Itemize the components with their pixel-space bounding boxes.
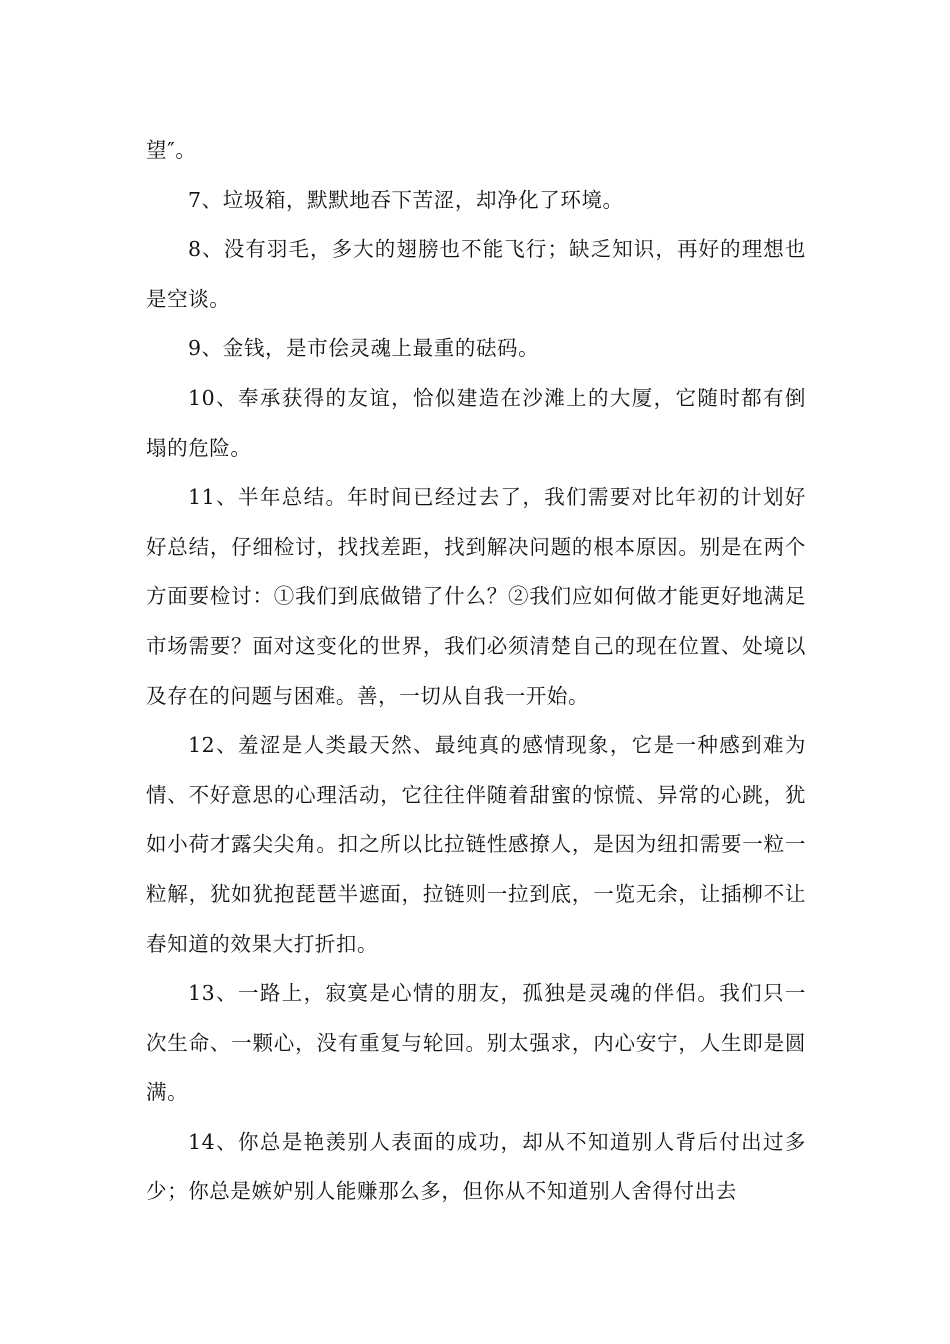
paragraph-14: 14、你总是艳羡别人表面的成功，却从不知道别人背后付出过多少；你总是嫉妒别人能赚那么多，但你从不知道别人舍得付出去 — [146, 1129, 806, 1204]
document-body — [146, 126, 806, 1217]
paragraph-11: 11、半年总结。年时间已经过去了，我们需要对比年初的计划好好总结，仔细检讨，找找差距，找到解决问题的根本原因。别是在两个方面要检讨：①我们到底做错了什么？②我们应如何做才能更好地满足市场需要？面对这变化的世界，我们必须清楚自己的现在位置、处境以及存在的问题与困难。善，一切从自我一开始。 — [146, 485, 806, 708]
paragraph-13: 13、一路上，寂寞是心情的朋友，孤独是灵魂的伴侣。我们只一次生命、一颗心，没有重复与轮回。别太强求，内心安宁，人生即是圆满。 — [146, 981, 806, 1105]
paragraph-continuation: 望″。 — [146, 138, 197, 162]
paragraph-12: 12、羞涩是人类最天然、最纯真的感情现象，它是一种感到难为情、不好意思的心理活动，它往往伴随着甜蜜的惊慌、异常的心跳，犹如小荷才露尖尖角。扣之所以比拉链性感撩人，是因为纽扣需要一粒一粒解，犹如犹抱琵琶半遮面，拉链则一拉到底，一览无余，让插柳不让春知道的效果大打折扣。 — [146, 733, 806, 956]
paragraph-9: 9、金钱，是市侩灵魂上最重的砝码。 — [188, 336, 540, 361]
paragraph-8: 8、没有羽毛，多大的翅膀也不能飞行；缺乏知识，再好的理想也是空谈。 — [146, 237, 806, 311]
paragraph-10: 10、奉承获得的友谊，恰似建造在沙滩上的大厦，它随时都有倒塌的危险。 — [146, 385, 806, 460]
paragraph-7: 7、垃圾箱，默默地吞下苦涩，却净化了环境。 — [188, 187, 624, 212]
